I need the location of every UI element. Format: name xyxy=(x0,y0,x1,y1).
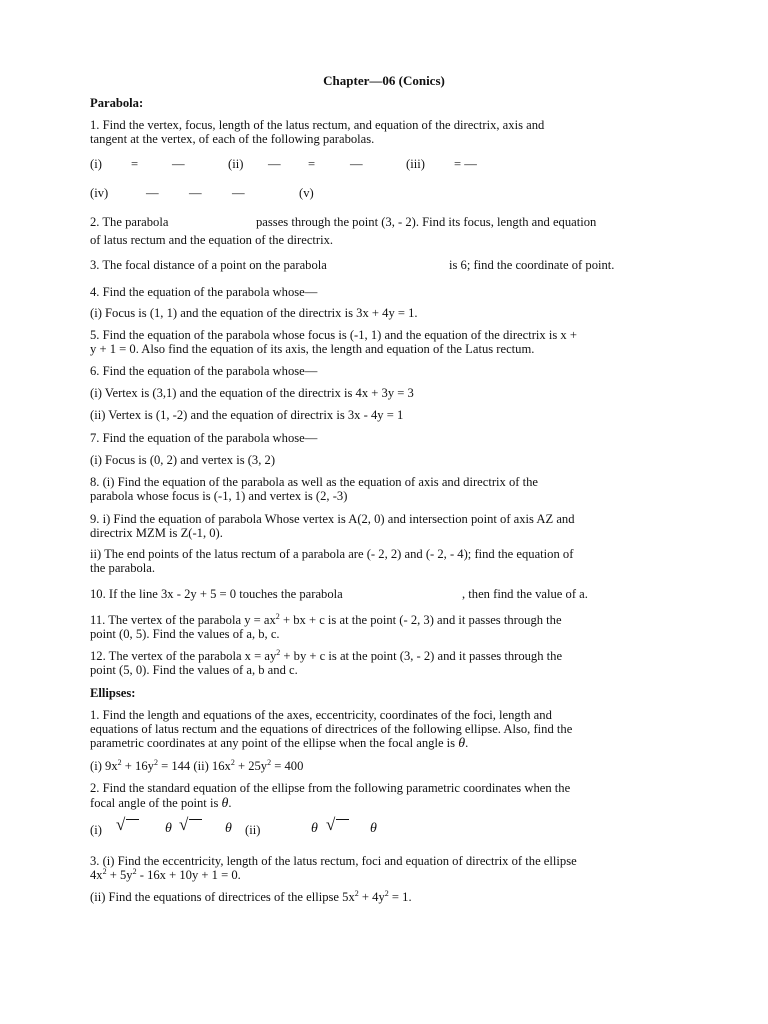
sqrt-symbol: √ xyxy=(116,815,126,834)
q1-symbol: — xyxy=(350,157,363,171)
q1-symbol: = xyxy=(308,157,316,171)
q12-line2: point (5, 0). Find the values of a, b and c. xyxy=(90,663,298,677)
sqrt-symbol: √ xyxy=(326,815,336,834)
page-title: Chapter—06 (Conics) xyxy=(323,73,445,88)
q1-symbol: — xyxy=(146,186,159,200)
q10-end: , then find the value of a. xyxy=(462,587,588,601)
q1-label-v: (v) xyxy=(299,186,314,200)
q1-symbol: — xyxy=(232,186,245,200)
q1-symbol: = — xyxy=(454,157,477,171)
q2-line1-start: 2. The parabola xyxy=(90,215,169,229)
q6-line3: (ii) Vertex is (1, -2) and the equation of directrix is 3x - 4y = 1 xyxy=(90,408,404,422)
theta-symbol: θ xyxy=(458,736,466,751)
q7-line2: (i) Focus is (0, 2) and vertex is (3, 2) xyxy=(90,453,276,467)
e2-label-ii: (ii) xyxy=(245,823,261,837)
e1-equations: (i) $9x^2 + 16y^2 = 144$ (ii) $16x^2 + 25y^2 = 400$ xyxy=(90,757,304,773)
e1-line2: equations of latus rectum and the equations of directrices of the following ellipse. Also, find the xyxy=(90,722,573,736)
q1-symbol: — xyxy=(189,186,202,200)
theta-symbol: θ xyxy=(165,821,172,836)
q9-line2: directrix MZM is Z(-1, 0). xyxy=(90,526,223,540)
e2-line1: 2. Find the standard equation of the ellipse from the following parametric coordinates when the xyxy=(90,781,571,795)
q7-line1: 7. Find the equation of the parabola whose— xyxy=(90,431,318,445)
theta-symbol: θ xyxy=(225,821,232,836)
e1-line3: parametric coordinates at any point of the ellipse when the focal angle is θ. xyxy=(90,736,469,751)
q1-symbol: — xyxy=(268,157,281,171)
q5-line2: y + 1 = 0. Also find the equation of its axis, the length and equation of the Latus rectum. xyxy=(90,342,535,356)
q1-symbol: = xyxy=(131,157,139,171)
q9-line4: the parabola. xyxy=(90,561,156,575)
q1-label-iii: (iii) xyxy=(406,157,425,171)
e3-line3: (ii) Find the equations of directrices of the ellipse $5x^2 + 4y^2 = 1$. xyxy=(90,888,412,904)
sqrt-symbol: √ xyxy=(179,815,189,834)
e3-line2: $4x^2 + 5y^2 - 16x + 10y + 1 = 0$. xyxy=(90,866,241,882)
sqrt-bar xyxy=(189,819,202,820)
q4-line2: (i) Focus is (1, 1) and the equation of the directrix is 3x + 4y = 1. xyxy=(90,306,418,320)
theta-symbol: θ xyxy=(311,821,318,836)
theta-symbol: θ xyxy=(370,821,377,836)
q1-label-i: (i) xyxy=(90,157,102,171)
q3-start: 3. The focal distance of a point on the parabola xyxy=(90,258,327,272)
q1-symbol: — xyxy=(172,157,185,171)
q6-line1: 6. Find the equation of the parabola whose— xyxy=(90,364,318,378)
q1-label-ii: (ii) xyxy=(228,157,244,171)
sqrt-bar xyxy=(126,819,139,820)
q2-line1-end: passes through the point (3, - 2). Find its focus, length and equation xyxy=(256,215,597,229)
q10-start: 10. If the line 3x - 2y + 5 = 0 touches the parabola xyxy=(90,587,343,601)
q1-label-iv: (iv) xyxy=(90,186,109,200)
q4-line1: 4. Find the equation of the parabola whose— xyxy=(90,285,318,299)
sqrt-bar xyxy=(336,819,349,820)
q2-line2: of latus rectum and the equation of the directrix. xyxy=(90,233,334,247)
e3-line1: 3. (i) Find the eccentricity, length of the latus rectum, foci and equation of directrix of the ellipse xyxy=(90,854,577,868)
theta-symbol: θ xyxy=(221,796,229,811)
q8-line2: parabola whose focus is (-1, 1) and vertex is (2, -3) xyxy=(90,489,348,503)
q9-line3: ii) The end points of the latus rectum of a parabola are (- 2, 2) and (- 2, - 4); find the equation of xyxy=(90,547,574,561)
q11-line2: point (0, 5). Find the values of a, b, c. xyxy=(90,627,280,641)
q11-line1: 11. The vertex of the parabola $y = ax^2$ + bx + c is at the point (- 2, 3) and it passes through the xyxy=(90,611,562,627)
q3-end: is 6; find the coordinate of point. xyxy=(449,258,615,272)
e2-line2: focal angle of the point is θ. xyxy=(90,796,232,811)
e1-line1: 1. Find the length and equations of the axes, eccentricity, coordinates of the foci, length and xyxy=(90,708,552,722)
ellipses-heading: Ellipses: xyxy=(90,686,136,700)
q6-line2: (i) Vertex is (3,1) and the equation of the directrix is 4x + 3y = 3 xyxy=(90,386,414,400)
q5-line1: 5. Find the equation of the parabola whose focus is (-1, 1) and the equation of the directrix is x + xyxy=(90,328,577,342)
q9-line1: 9. i) Find the equation of parabola Whose vertex is A(2, 0) and intersection point of axis AZ and xyxy=(90,512,575,526)
q12-line1: 12. The vertex of the parabola $x = ay^2$ + by + c is at the point (3, - 2) and it passes through the xyxy=(90,647,563,663)
parabola-heading: Parabola: xyxy=(90,96,144,110)
q8-line1: 8. (i) Find the equation of the parabola as well as the equation of axis and directrix of the xyxy=(90,475,538,489)
q1-line1: 1. Find the vertex, focus, length of the latus rectum, and equation of the directrix, axis and xyxy=(90,118,545,132)
e2-label-i: (i) xyxy=(90,823,102,837)
q1-line2: tangent at the vertex, of each of the following parabolas. xyxy=(90,132,375,146)
